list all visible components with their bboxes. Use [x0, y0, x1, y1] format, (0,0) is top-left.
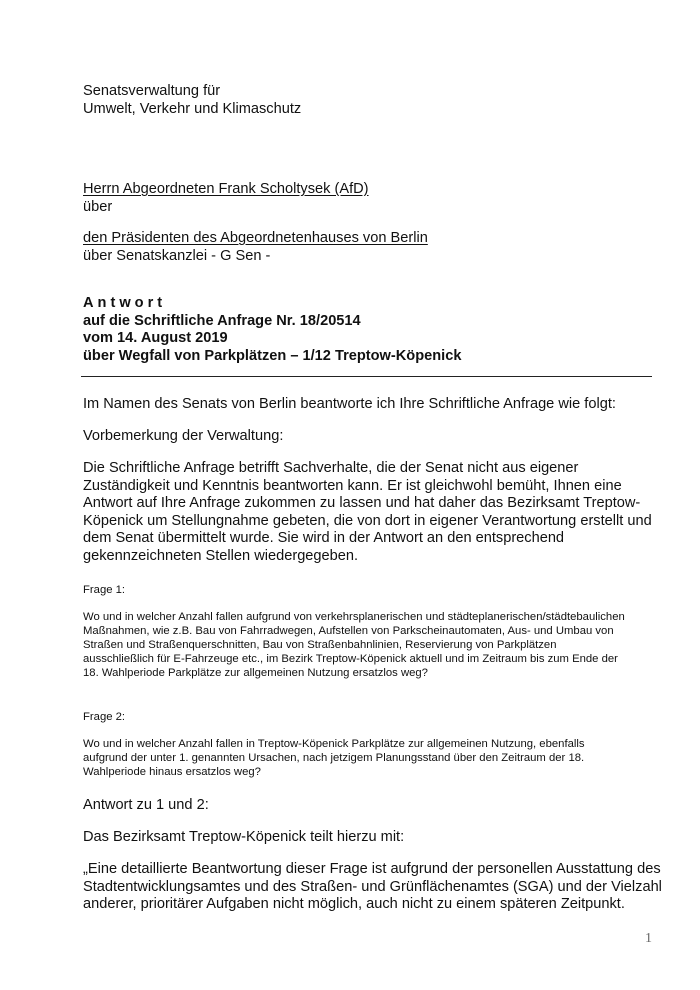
vorbemerkung-line: Zuständigkeit und Kenntnis beantworten kann. Er ist gleichwohl bemüht, Ihnen eine	[83, 477, 622, 494]
quote-line: „Eine detaillierte Beantwortung dieser Frage ist aufgrund der personellen Ausstattung des	[83, 861, 661, 877]
sender-block	[83, 83, 301, 118]
frage1-line: Straßen und Straßenquerschnitten, Bau von Straßenbahnlinien, Reservierung von Parkplätzen	[83, 638, 557, 651]
answer-header	[83, 295, 461, 365]
sender-line: Senatsverwaltung für	[83, 83, 221, 99]
recipient-name: Herrn Abgeordneten Frank Scholtysek (AfD)	[83, 181, 369, 197]
vorbemerkung-line: dem Senat übermittelt wurde. Sie wird in der Antwort an den entsprechend	[83, 530, 565, 547]
quote-line: Stadtentwicklungsamtes und des Straßen- und Grünflächenamtes (SGA) und der Vielzahl	[83, 878, 662, 895]
recipient-via: über	[83, 198, 113, 215]
bezirksamt-line: Das Bezirksamt Treptow-Köpenick teilt hierzu mit:	[83, 829, 405, 845]
answer-title: Antwort	[83, 295, 167, 311]
quote-body	[83, 861, 662, 914]
divider-rule	[81, 376, 652, 377]
vorbemerkung-line: Die Schriftliche Anfrage betrifft Sachverhalte, die der Senat nicht aus eigener	[83, 460, 579, 476]
vorbemerkung-body	[83, 460, 652, 566]
recipient-block	[83, 181, 369, 216]
vorbemerkung-line: gekennzeichneten Stellen wiedergegeben.	[83, 547, 359, 564]
antwort-title: Antwort zu 1 und 2:	[83, 797, 209, 813]
answer-header-line: vom 14. August 2019	[83, 330, 228, 347]
president-block	[83, 230, 428, 265]
vorbemerkung-line: Antwort auf Ihre Anfrage zukommen zu lassen und hat daher das Bezirksamt Treptow-	[83, 495, 641, 512]
frage2-line: aufgrund der unter 1. genannten Ursachen, nach jetzigem Planungsstand über den Zeitraum der 18.	[83, 751, 585, 764]
vorbemerkung-line: Köpenick um Stellungnahme gebeten, die von dort in eigener Verantwortung erstellt und	[83, 512, 652, 529]
frage2-line: Wahlperiode hinaus ersatzlos weg?	[83, 765, 261, 778]
frage2-line: Wo und in welcher Anzahl fallen in Treptow-Köpenick Parkplätze zur allgemeinen Nutzung, ebenfalls	[83, 738, 585, 750]
answer-header-line: über Wegfall von Parkplätzen – 1/12 Treptow-Köpenick	[83, 347, 462, 364]
quote-line: anderer, prioritärer Aufgaben nicht möglich, auch nicht zu einem späteren Zeitpunkt.	[83, 896, 625, 913]
intro-text: Im Namen des Senats von Berlin beantworte ich Ihre Schriftliche Anfrage wie folgt:	[83, 396, 616, 412]
frage2-body	[83, 738, 585, 780]
page-number: 1	[645, 931, 652, 946]
answer-header-line: auf die Schriftliche Anfrage Nr. 18/20514	[83, 312, 361, 329]
president-line: den Präsidenten des Abgeordnetenhauses von Berlin	[83, 230, 428, 246]
frage1-line: ausschließlich für E-Fahrzeuge etc., im Bezirk Treptow-Köpenick aktuell und im Zeitraum bis zum Ende der	[83, 652, 618, 665]
sender-line: Umwelt, Verkehr und Klimaschutz	[83, 100, 302, 117]
frage1-line: Wo und in welcher Anzahl fallen aufgrund von verkehrsplanerischen und städteplanerischen/städtebaulichen	[83, 611, 625, 623]
vorbemerkung-title: Vorbemerkung der Verwaltung:	[83, 428, 284, 444]
frage1-label: Frage 1:	[83, 584, 126, 596]
frage1-line: 18. Wahlperiode Parkplätze zur allgemeinen Nutzung ersatzlos weg?	[83, 666, 428, 679]
frage2-label: Frage 2:	[83, 711, 126, 723]
frage1-body	[83, 611, 625, 681]
senatskanzlei-line: über Senatskanzlei - G Sen -	[83, 247, 271, 264]
frage1-line: Maßnahmen, wie z.B. Bau von Fahrradwegen, Aufstellen von Parkscheinautomaten, Aus- und Umbau von	[83, 624, 614, 637]
